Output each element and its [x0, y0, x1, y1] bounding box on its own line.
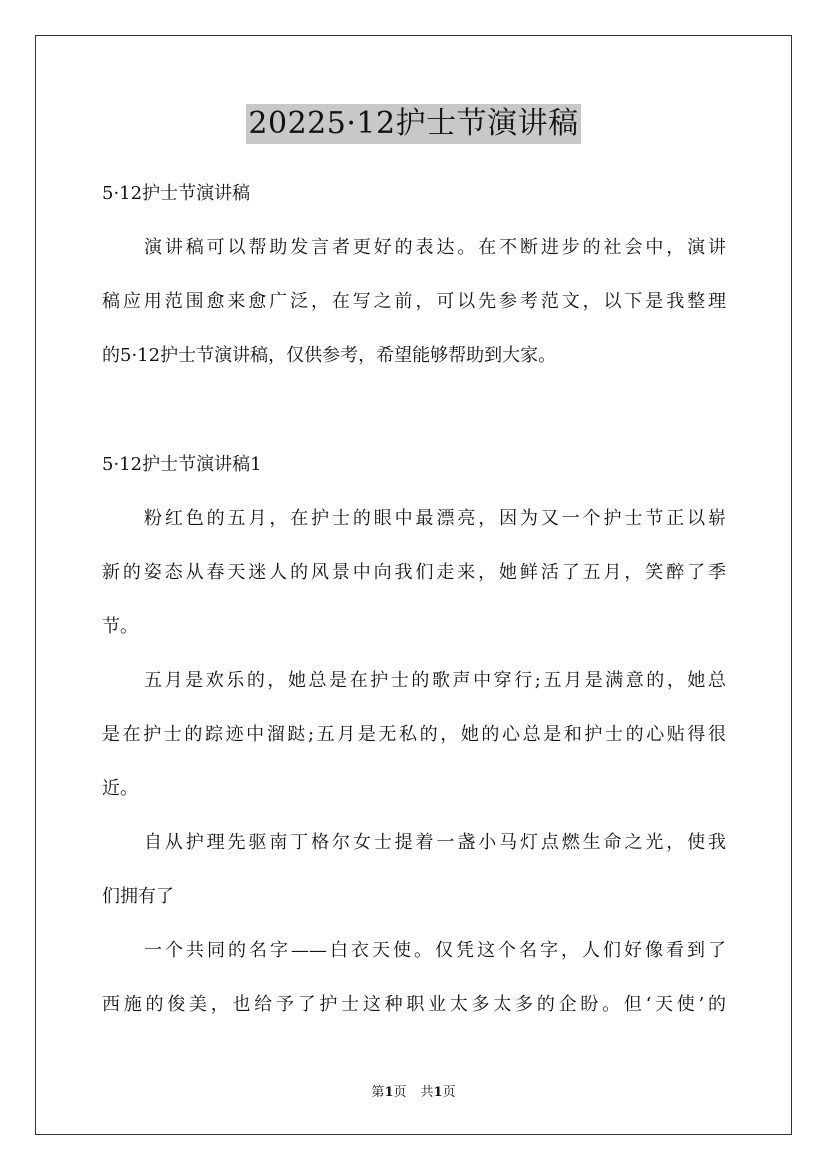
intro-line-2: 稿应用范围愈来愈广泛，在写之前，可以先参考范文，以下是我整理: [102, 291, 726, 312]
paragraph3-line-2: 们拥有了: [102, 886, 174, 907]
footer-total-number: 1: [433, 1085, 443, 1100]
paragraph3-line-1: 自从护理先驱南丁格尔女士提着一盏小马灯点燃生命之光，使我: [144, 832, 726, 853]
intro-line-3: 的5·12护士节演讲稿，仅供参考，希望能够帮助到大家。: [102, 345, 557, 366]
paragraph4-line-1: 一个共同的名字——白衣天使。仅凭这个名字，人们好像看到了: [144, 940, 726, 961]
paragraph4-line-2: 西施的俊美，也给予了护士这种职业太多太多的企盼。但‘天使’的: [102, 994, 726, 1015]
paragraph2-line-1: 五月是欢乐的，她总是在护士的歌声中穿行;五月是满意的，她总: [144, 670, 726, 691]
document-title-text: 20225·12护士节演讲稿: [246, 104, 580, 144]
document-title: [0, 103, 827, 144]
page-footer: [0, 1085, 827, 1101]
paragraph1-line-2: 新的姿态从春天迷人的风景中向我们走来，她鲜活了五月，笑醉了季: [102, 562, 726, 583]
section-heading: 5·12护士节演讲稿1: [102, 454, 262, 475]
paragraph1-line-1: 粉红色的五月，在护士的眼中最漂亮，因为又一个护士节正以崭: [144, 508, 726, 529]
footer-page-number: 1: [384, 1085, 394, 1100]
intro-line-1: 演讲稿可以帮助发言者更好的表达。在不断进步的社会中，演讲: [144, 237, 726, 258]
paragraph1-line-3: 节。: [102, 616, 138, 637]
footer-total-prefix: 共: [420, 1085, 434, 1100]
paragraph2-line-2: 是在护士的踪迹中溜跶;五月是无私的，她的心总是和护士的心贴得很: [102, 724, 726, 745]
document-subtitle: 5·12护士节演讲稿: [102, 183, 251, 204]
footer-page-suffix: 页: [393, 1085, 407, 1100]
footer-page-prefix: 第: [371, 1085, 385, 1100]
footer-total-suffix: 页: [442, 1085, 456, 1100]
paragraph2-line-3: 近。: [102, 778, 138, 799]
